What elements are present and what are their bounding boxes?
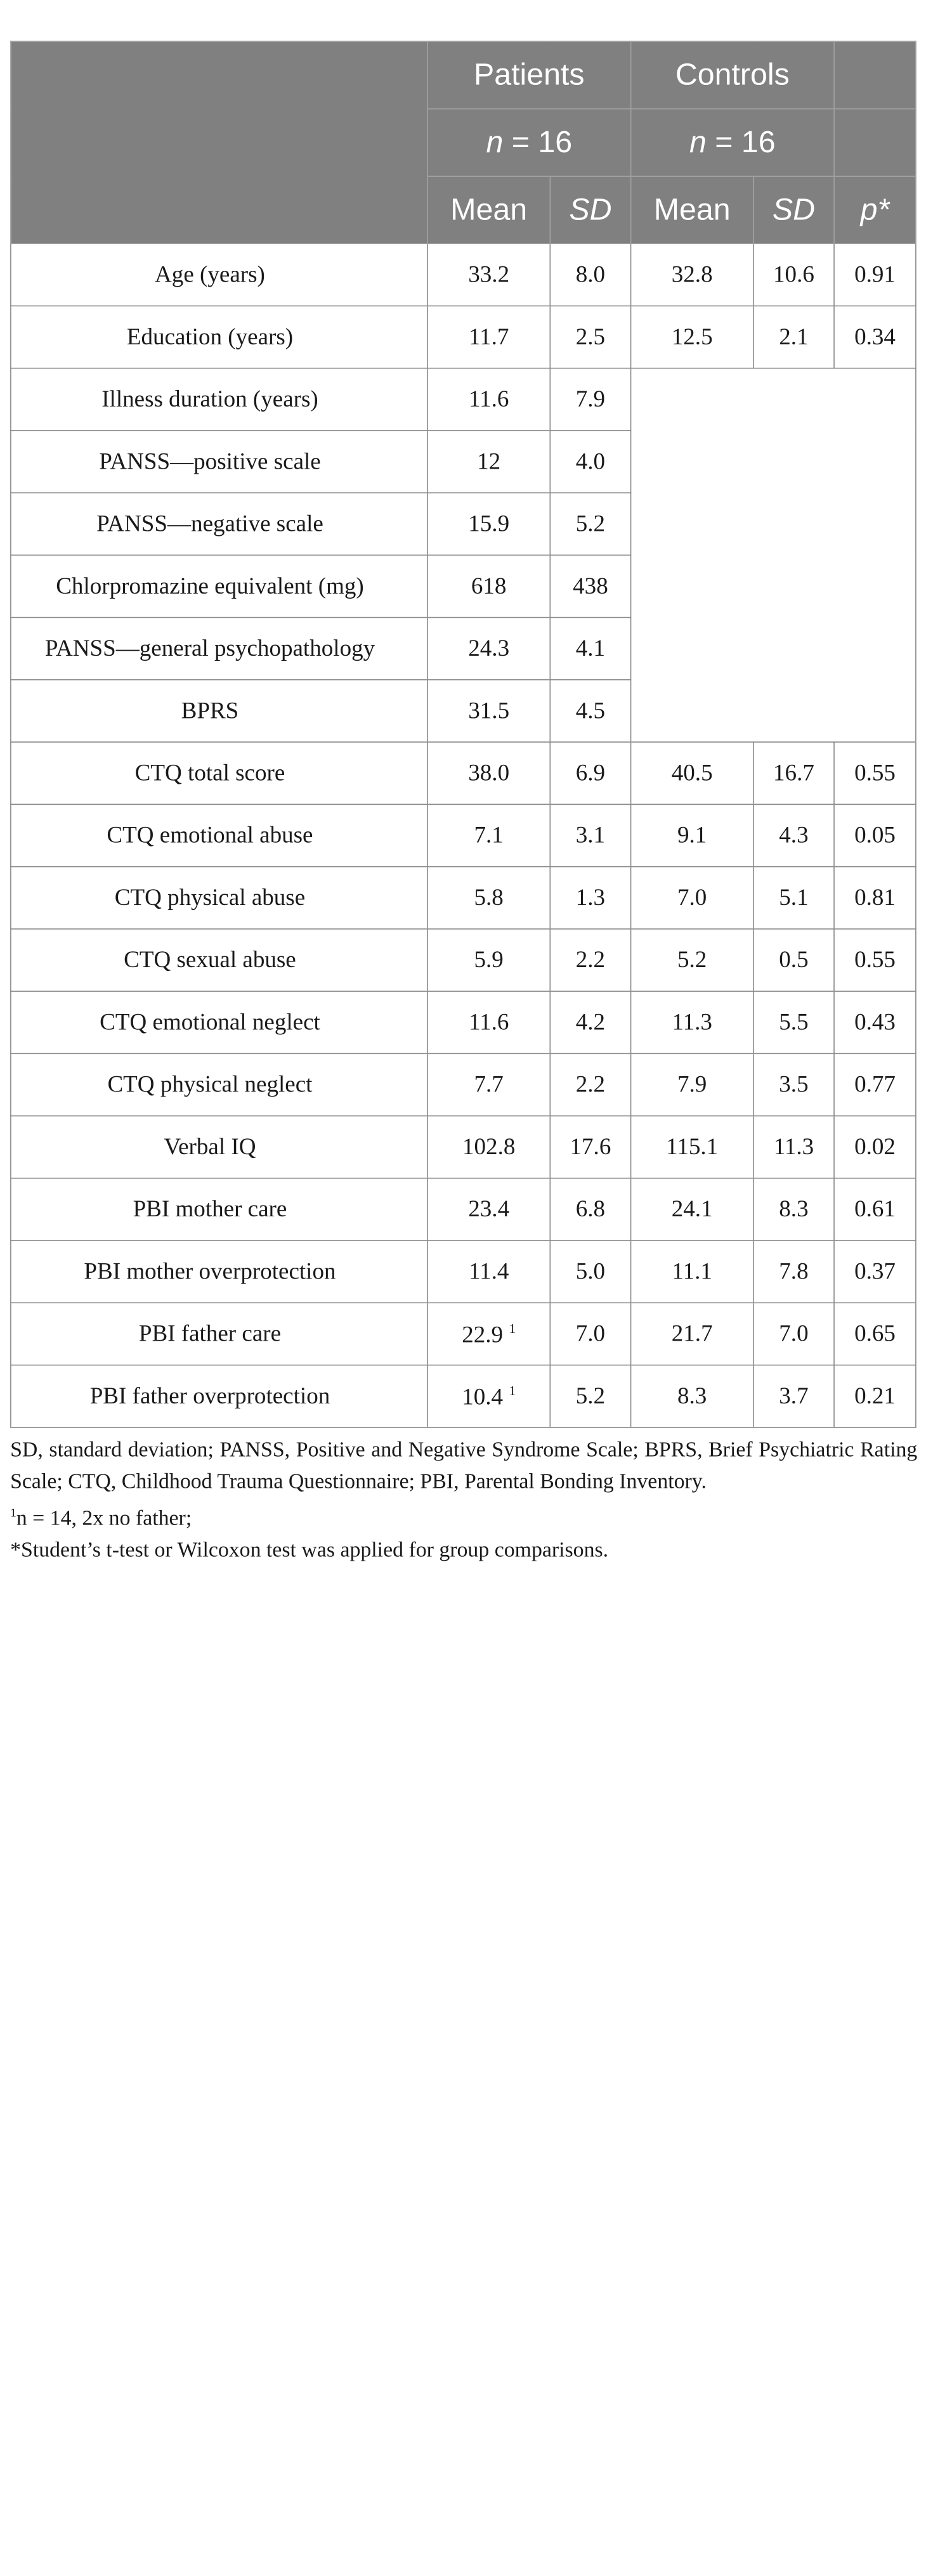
patients-sd: 5.2 bbox=[550, 493, 630, 555]
patients-mean bbox=[427, 929, 550, 991]
p-value: 0.77 bbox=[834, 1053, 916, 1116]
patients-mean bbox=[427, 867, 550, 929]
header-blank-p-mid bbox=[834, 109, 916, 176]
patients-mean bbox=[427, 991, 550, 1053]
patients-sd: 4.5 bbox=[550, 680, 630, 742]
patients-mean-value: 31.5 bbox=[468, 698, 510, 724]
header-row-groups bbox=[11, 41, 916, 108]
controls-mean: 40.5 bbox=[631, 742, 753, 804]
n-value: = 16 bbox=[706, 125, 776, 159]
controls-mean: 8.3 bbox=[631, 1365, 753, 1428]
patients-sd: 5.2 bbox=[550, 1365, 630, 1428]
patients-mean-value: 11.4 bbox=[468, 1258, 509, 1284]
n-symbol: n bbox=[689, 125, 707, 159]
patients-sd: 6.9 bbox=[550, 742, 630, 804]
table-row bbox=[11, 867, 916, 929]
patients-mean-value: 15.9 bbox=[468, 511, 510, 537]
p-value: 0.02 bbox=[834, 1116, 916, 1178]
patients-mean bbox=[427, 1240, 550, 1303]
controls-sd: 2.1 bbox=[753, 306, 834, 368]
patients-mean bbox=[427, 368, 550, 431]
patients-mean-value: 11.7 bbox=[468, 323, 509, 349]
patients-sd: 6.8 bbox=[550, 1178, 630, 1240]
row-label: PANSS—positive scale bbox=[11, 431, 427, 493]
row-label: Chlorpromazine equivalent (mg) bbox=[11, 555, 427, 617]
header-n-controls bbox=[631, 109, 835, 176]
patients-sd: 1.3 bbox=[550, 867, 630, 929]
abbreviations-note: SD, standard deviation; PANSS, Positive and Negative Syndrome Scale; BPRS, Brief Psychiatric Rating Scale; CTQ, Childhood Trauma Questionnaire; PBI, Parental Bonding Inventory. bbox=[10, 1437, 918, 1493]
patients-sd: 4.2 bbox=[550, 991, 630, 1053]
controls-sd: 5.1 bbox=[753, 867, 834, 929]
patients-mean bbox=[427, 804, 550, 866]
patients-sd: 5.0 bbox=[550, 1240, 630, 1303]
controls-mean: 12.5 bbox=[631, 306, 753, 368]
patients-sd: 438 bbox=[550, 555, 630, 617]
patients-mean-value: 5.8 bbox=[474, 884, 504, 911]
p-value: 0.37 bbox=[834, 1240, 916, 1303]
row-label: CTQ physical abuse bbox=[11, 867, 427, 929]
header-blank-p-top bbox=[834, 41, 916, 108]
table-row bbox=[11, 991, 916, 1053]
row-label: Verbal IQ bbox=[11, 1116, 427, 1178]
row-label: CTQ emotional abuse bbox=[11, 804, 427, 866]
patients-mean bbox=[427, 493, 550, 555]
n-value: = 16 bbox=[503, 125, 573, 159]
patients-mean bbox=[427, 1053, 550, 1116]
controls-sd: 7.0 bbox=[753, 1303, 834, 1365]
patients-mean-value: 12 bbox=[477, 448, 501, 474]
row-label: CTQ sexual abuse bbox=[11, 929, 427, 991]
controls-mean: 11.3 bbox=[631, 991, 753, 1053]
controls-mean: 11.1 bbox=[631, 1240, 753, 1303]
row-label: CTQ total score bbox=[11, 742, 427, 804]
patients-sd: 7.9 bbox=[550, 368, 630, 431]
patients-mean-value: 11.6 bbox=[468, 386, 509, 412]
row-label: PBI father overprotection bbox=[11, 1365, 427, 1428]
p-value: 0.65 bbox=[834, 1303, 916, 1365]
patients-mean-value: 24.3 bbox=[468, 635, 510, 661]
row-label: CTQ emotional neglect bbox=[11, 991, 427, 1053]
patients-mean-value: 10.4 bbox=[462, 1383, 504, 1409]
header-blank-cell bbox=[11, 41, 427, 244]
table-row bbox=[11, 804, 916, 866]
p-value: 0.55 bbox=[834, 929, 916, 991]
patients-mean bbox=[427, 1303, 550, 1365]
p-value: 0.91 bbox=[834, 244, 916, 306]
patients-mean bbox=[427, 618, 550, 680]
patients-mean-value: 23.4 bbox=[468, 1196, 510, 1222]
patients-sd: 3.1 bbox=[550, 804, 630, 866]
table-row bbox=[11, 1116, 916, 1178]
patients-mean bbox=[427, 1116, 550, 1178]
row-label: BPRS bbox=[11, 680, 427, 742]
row-label: Illness duration (years) bbox=[11, 368, 427, 431]
patients-sd: 7.0 bbox=[550, 1303, 630, 1365]
patients-mean bbox=[427, 742, 550, 804]
row-label: CTQ physical neglect bbox=[11, 1053, 427, 1116]
header-patients-sd: SD bbox=[550, 176, 630, 244]
footnote-1 bbox=[10, 1497, 917, 1534]
controls-mean: 9.1 bbox=[631, 804, 753, 866]
row-label: PBI mother care bbox=[11, 1178, 427, 1240]
row-label: PANSS—negative scale bbox=[11, 493, 427, 555]
patients-mean bbox=[427, 244, 550, 306]
patients-sd: 8.0 bbox=[550, 244, 630, 306]
table-row bbox=[11, 929, 916, 991]
row-label: Age (years) bbox=[11, 244, 427, 306]
table-row bbox=[11, 742, 916, 804]
table-row bbox=[11, 1178, 916, 1240]
controls-sd: 4.3 bbox=[753, 804, 834, 866]
patients-mean-value: 7.1 bbox=[474, 822, 504, 848]
table-row bbox=[11, 244, 916, 306]
controls-mean: 21.7 bbox=[631, 1303, 753, 1365]
p-value: 0.43 bbox=[834, 991, 916, 1053]
p-value: 0.55 bbox=[834, 742, 916, 804]
p-value: 0.21 bbox=[834, 1365, 916, 1428]
header-p-value: p* bbox=[834, 176, 916, 244]
patients-mean bbox=[427, 1365, 550, 1428]
header-patients: Patients bbox=[427, 41, 631, 108]
controls-mean: 7.0 bbox=[631, 867, 753, 929]
patients-sd: 4.0 bbox=[550, 431, 630, 493]
patients-sd: 2.2 bbox=[550, 929, 630, 991]
controls-mean: 24.1 bbox=[631, 1178, 753, 1240]
header-controls-sd: SD bbox=[753, 176, 834, 244]
n-symbol: n bbox=[486, 125, 504, 159]
row-label: PANSS—general psychopathology bbox=[11, 618, 427, 680]
patients-mean-value: 33.2 bbox=[468, 261, 510, 287]
p-value: 0.34 bbox=[834, 306, 916, 368]
patients-mean-value: 11.6 bbox=[468, 1009, 509, 1035]
table-row bbox=[11, 306, 916, 368]
patients-mean-value: 5.9 bbox=[474, 947, 504, 973]
patients-mean bbox=[427, 1178, 550, 1240]
footnote-marker: 1 bbox=[509, 1382, 516, 1398]
controls-sd: 3.7 bbox=[753, 1365, 834, 1428]
header-controls-mean: Mean bbox=[631, 176, 753, 244]
p-value: 0.81 bbox=[834, 867, 916, 929]
p-value: 0.05 bbox=[834, 804, 916, 866]
header-controls: Controls bbox=[631, 41, 835, 108]
table-row bbox=[11, 1053, 916, 1116]
controls-mean: 5.2 bbox=[631, 929, 753, 991]
controls-mean: 32.8 bbox=[631, 244, 753, 306]
footnote-1-text: n = 14, 2x no father; bbox=[16, 1506, 192, 1530]
table-footnotes bbox=[10, 1434, 917, 1566]
row-label: Education (years) bbox=[11, 306, 427, 368]
footnote-marker: 1 bbox=[509, 1320, 516, 1336]
patients-sd: 4.1 bbox=[550, 618, 630, 680]
patients-sd: 2.2 bbox=[550, 1053, 630, 1116]
controls-sd: 11.3 bbox=[753, 1116, 834, 1178]
controls-mean: 7.9 bbox=[631, 1053, 753, 1116]
empty-controls-cell bbox=[631, 368, 916, 742]
patients-mean-value: 7.7 bbox=[474, 1071, 504, 1097]
patients-sd: 17.6 bbox=[550, 1116, 630, 1178]
row-label: PBI father care bbox=[11, 1303, 427, 1365]
table-row bbox=[11, 368, 916, 431]
controls-mean: 115.1 bbox=[631, 1116, 753, 1178]
demographics-table bbox=[10, 41, 916, 1428]
footnote-1-mark: 1 bbox=[10, 1506, 16, 1520]
table-body bbox=[11, 244, 916, 1428]
p-value: 0.61 bbox=[834, 1178, 916, 1240]
patients-mean-value: 38.0 bbox=[468, 760, 510, 786]
table-row bbox=[11, 1365, 916, 1428]
controls-sd: 7.8 bbox=[753, 1240, 834, 1303]
patients-sd: 2.5 bbox=[550, 306, 630, 368]
controls-sd: 10.6 bbox=[753, 244, 834, 306]
patients-mean-value: 102.8 bbox=[462, 1133, 516, 1160]
patients-mean bbox=[427, 431, 550, 493]
table-row bbox=[11, 1240, 916, 1303]
controls-sd: 3.5 bbox=[753, 1053, 834, 1116]
table-row bbox=[11, 1303, 916, 1365]
patients-mean bbox=[427, 680, 550, 742]
controls-sd: 0.5 bbox=[753, 929, 834, 991]
patients-mean bbox=[427, 306, 550, 368]
patients-mean-value: 618 bbox=[471, 573, 507, 599]
header-patients-mean: Mean bbox=[427, 176, 550, 244]
controls-sd: 5.5 bbox=[753, 991, 834, 1053]
controls-sd: 8.3 bbox=[753, 1178, 834, 1240]
patients-mean-value: 22.9 bbox=[462, 1321, 504, 1347]
header-n-patients bbox=[427, 109, 631, 176]
footnote-2: *Student’s t-test or Wilcoxon test was applied for group comparisons. bbox=[10, 1537, 609, 1562]
patients-mean bbox=[427, 555, 550, 617]
controls-sd: 16.7 bbox=[753, 742, 834, 804]
row-label: PBI mother overprotection bbox=[11, 1240, 427, 1303]
